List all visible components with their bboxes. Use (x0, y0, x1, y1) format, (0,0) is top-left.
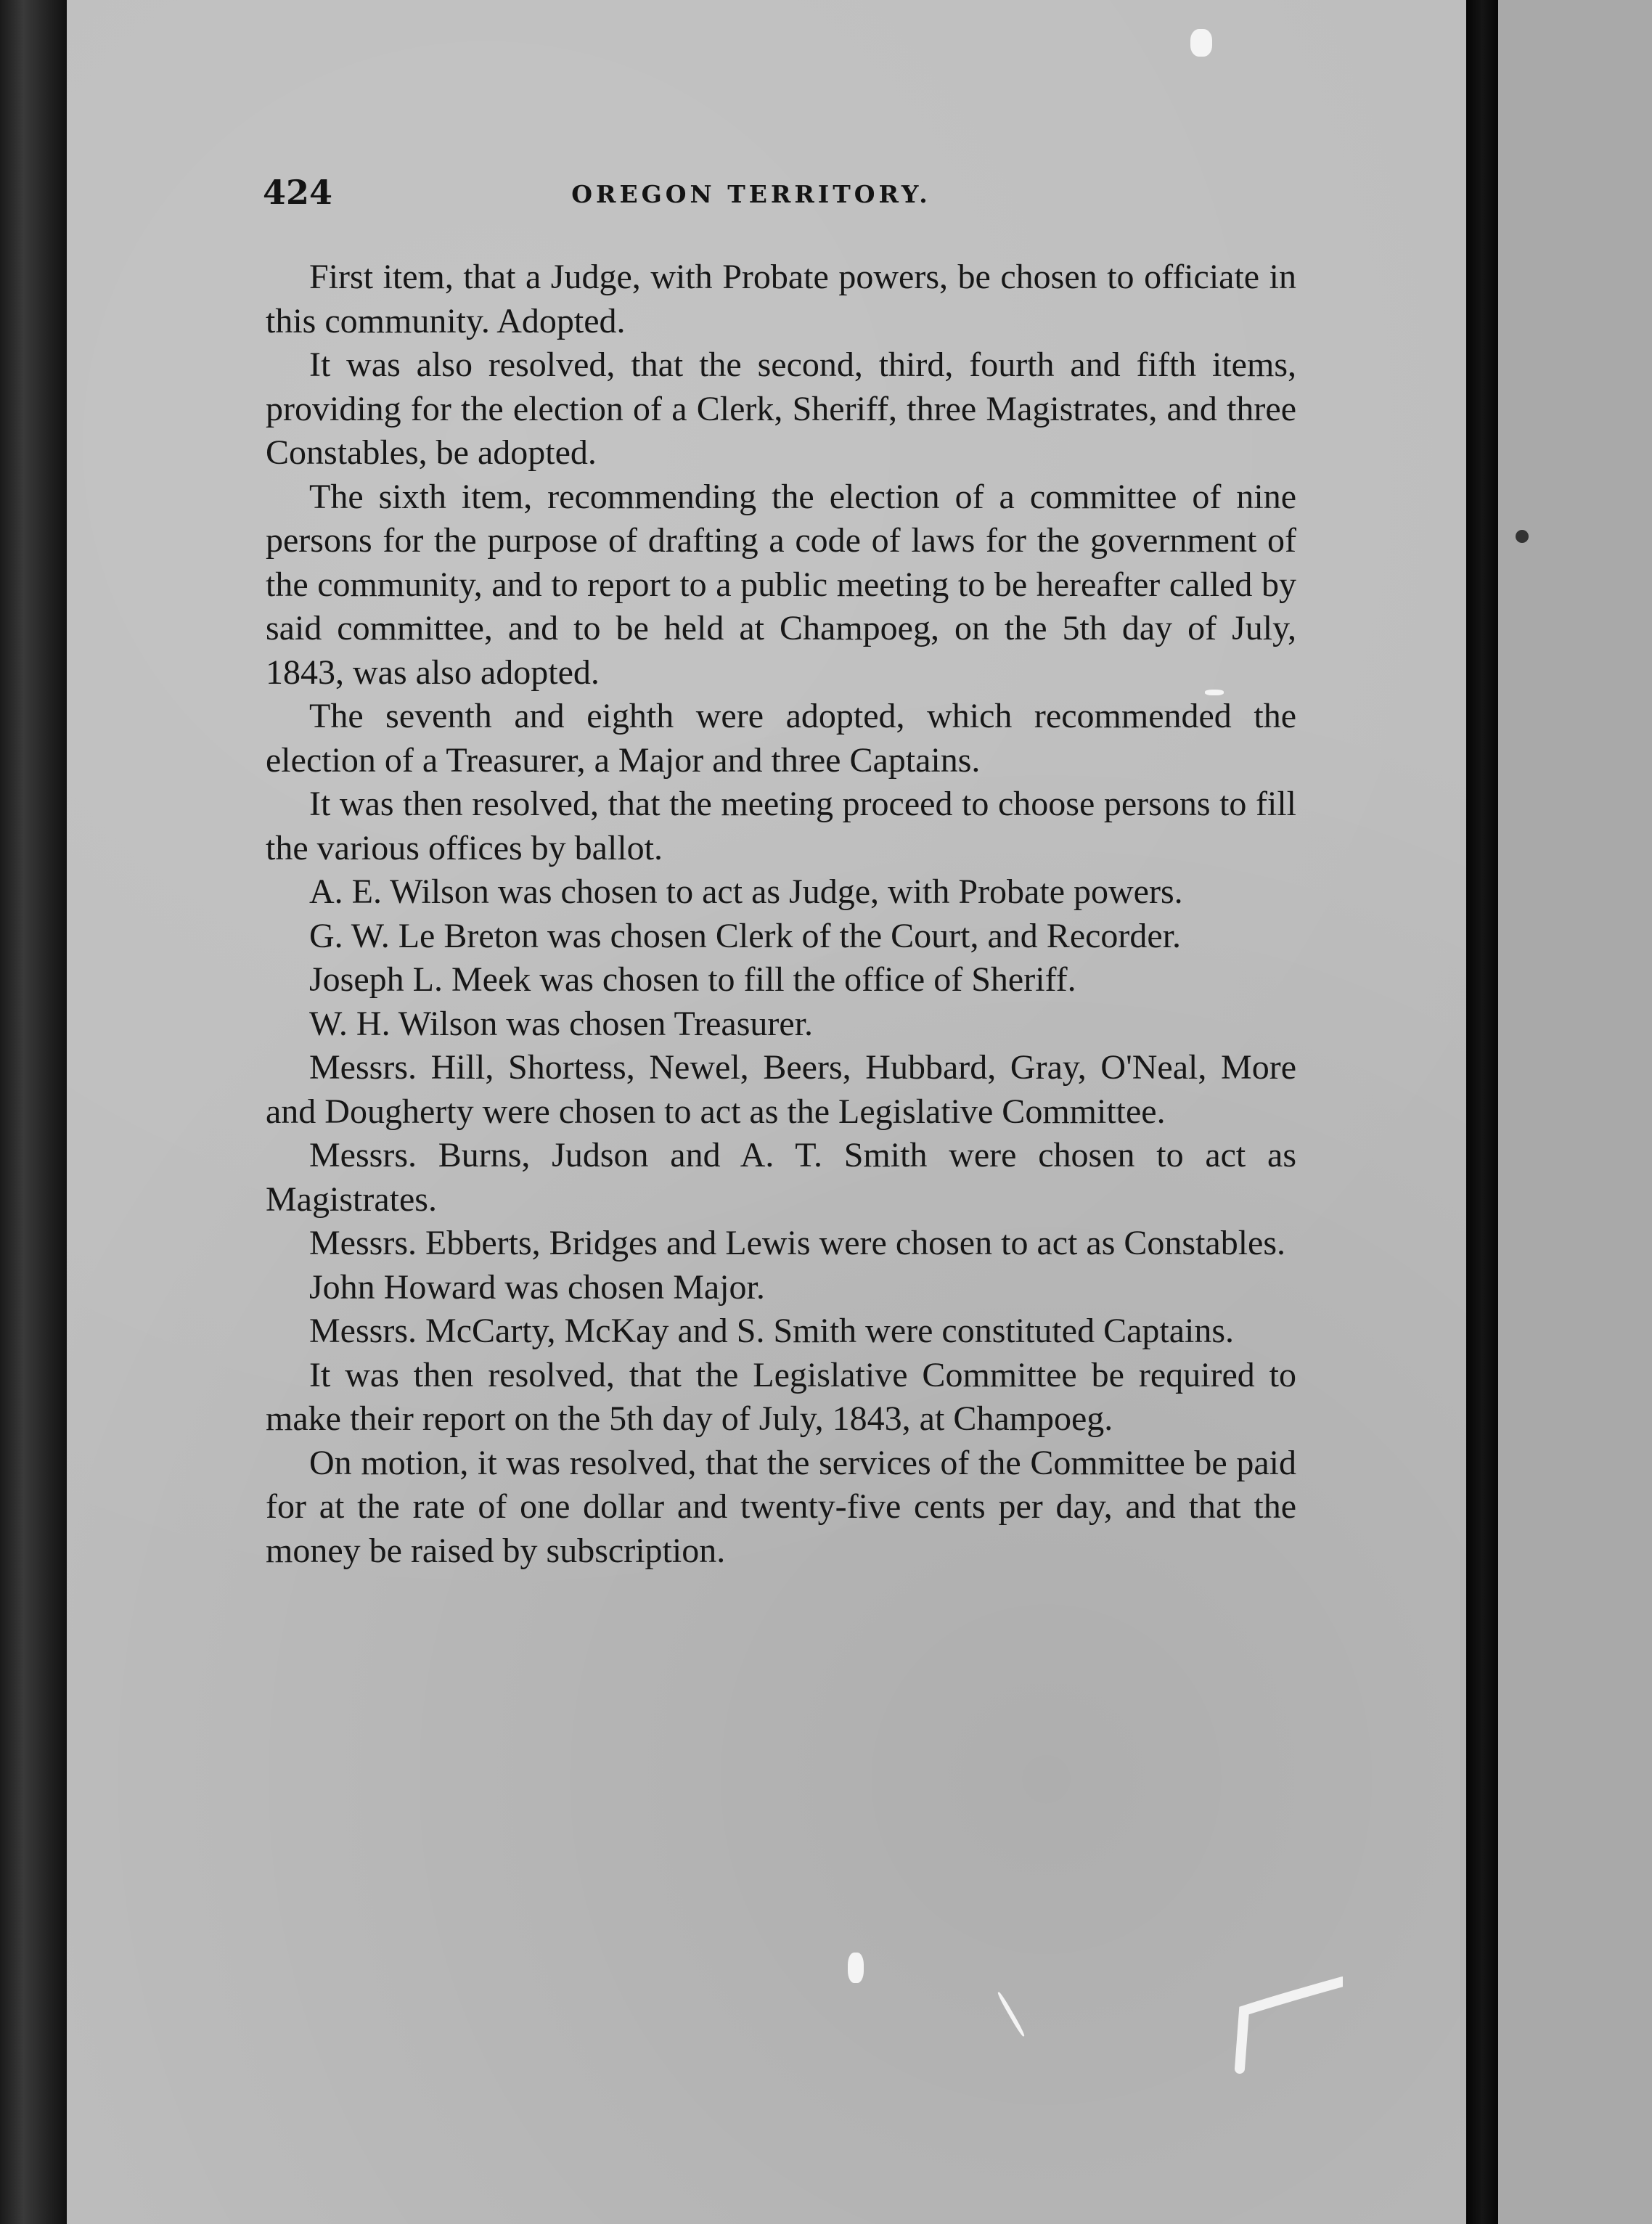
paragraph: On motion, it was resolved, that the services of the Committee be paid for at the rate of one dollar and twenty-five cents per day, and that the money be raised by subscription. (266, 1443, 1296, 1570)
book-edge (0, 0, 67, 2224)
paragraph: Messrs. Hill, Shortess, Newel, Beers, Hubbard, Gray, O'Neal, More and Dougherty were chosen to act as the Legislative Committee. (266, 1048, 1296, 1131)
book-gutter (1466, 0, 1498, 2224)
paragraph: John Howard was chosen Major. (309, 1267, 765, 1307)
page-number: 424 (263, 173, 333, 212)
paragraph: Joseph L. Meek was chosen to fill the office of Sheriff. (309, 960, 1076, 999)
paragraph: Messrs. Burns, Judson and A. T. Smith were chosen to act as Magistrates. (266, 1136, 1296, 1219)
paragraph: It was also resolved, that the second, third, fourth and fifth items, providing for the election of a Clerk, Sheriff, three Magistrates, and three Constables, be adopted. (266, 346, 1296, 472)
ink-spot (1516, 530, 1529, 543)
paragraph: The seventh and eighth were adopted, which recommended the election of a Treasurer, a Major and three Captains. (266, 697, 1296, 780)
running-head (196, 173, 1307, 224)
paragraph: The sixth item, recommending the election of a committee of nine persons for the purpose of drafting a code of laws for the government of the community, and to report to a public meeting to be hereafter called by said committee, and to be held at Champoeg, on the 5th day of July, 1843, was also adopted. (266, 477, 1296, 692)
paragraph: W. H. Wilson was chosen Treasurer. (309, 1004, 814, 1043)
paragraph: It was then resolved, that the meeting proceed to choose persons to fill the various offices by ballot. (266, 785, 1296, 867)
paragraph: G. W. Le Breton was chosen Clerk of the Court, and Recorder. (309, 916, 1182, 955)
body-text (266, 255, 1296, 1573)
paragraph: Messrs. Ebberts, Bridges and Lewis were chosen to act as Constables. (309, 1224, 1286, 1262)
paragraph: Messrs. McCarty, McKay and S. Smith were constituted Captains. (309, 1312, 1235, 1350)
running-title: OREGON TERRITORY. (571, 180, 931, 208)
paragraph: It was then resolved, that the Legislative Committee be required to make their report on the 5th day of July, 1843, at Champoeg. (266, 1355, 1296, 1438)
facing-page-edge (1498, 0, 1652, 2224)
scan-scratch-mark (1234, 1960, 1343, 2076)
paragraph: A. E. Wilson was chosen to act as Judge, with Probate powers. (309, 872, 1183, 911)
paragraph: First item, that a Judge, with Probate powers, be chosen to officiate in this community. Adopted. (266, 258, 1296, 340)
